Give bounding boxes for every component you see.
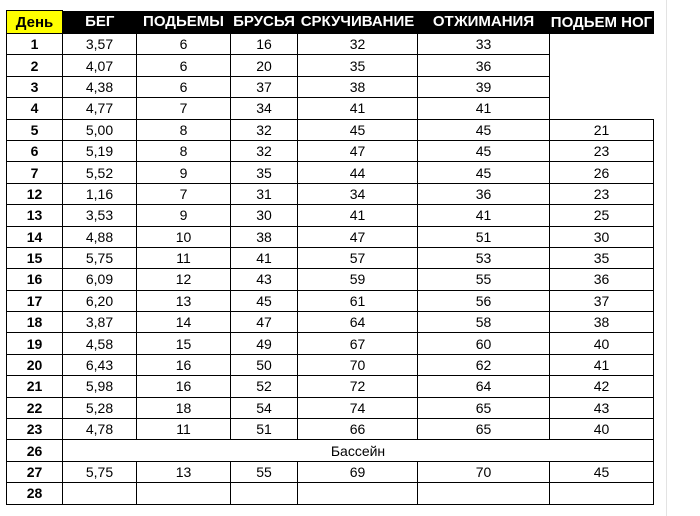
table-row <box>7 312 654 333</box>
cell-day[interactable]: 12 <box>7 183 63 204</box>
cell-pushups[interactable]: 53 <box>418 247 550 268</box>
cell-leg-raises[interactable] <box>550 34 654 55</box>
cell-dips[interactable]: 34 <box>231 98 298 119</box>
cell-pullups[interactable]: 16 <box>137 354 231 375</box>
cell-pullups[interactable] <box>137 483 231 504</box>
cell-dips[interactable]: 55 <box>231 461 298 482</box>
cell-leg-raises[interactable]: 25 <box>550 205 654 226</box>
cell-dips[interactable]: 41 <box>231 247 298 268</box>
sheet-gridline <box>666 0 667 516</box>
cell-leg-raises[interactable]: 42 <box>550 376 654 397</box>
cell-leg-raises[interactable]: 43 <box>550 397 654 418</box>
header-row <box>7 11 654 34</box>
cell-crunches[interactable]: 72 <box>298 376 418 397</box>
pool-row <box>7 440 654 461</box>
cell-run[interactable] <box>63 483 137 504</box>
cell-run[interactable]: 5,75 <box>63 461 137 482</box>
cell-leg-raises[interactable]: 41 <box>550 354 654 375</box>
cell-run[interactable]: 5,52 <box>63 162 137 183</box>
table-row <box>7 140 654 161</box>
cell-pushups[interactable]: 60 <box>418 333 550 354</box>
header-pullups[interactable]: ПОДЬЕМЫ <box>137 11 231 34</box>
cell-crunches[interactable]: 38 <box>298 76 418 97</box>
cell-leg-raises[interactable]: 35 <box>550 247 654 268</box>
cell-day[interactable]: 15 <box>7 247 63 268</box>
cell-day[interactable]: 1 <box>7 34 63 55</box>
cell-pullups[interactable]: 10 <box>137 226 231 247</box>
cell-leg-raises[interactable]: 23 <box>550 140 654 161</box>
cell-run[interactable]: 5,00 <box>63 119 137 140</box>
cell-pushups[interactable]: 64 <box>418 376 550 397</box>
cell-pushups[interactable]: 33 <box>418 34 550 55</box>
cell-day[interactable]: 4 <box>7 98 63 119</box>
cell-crunches[interactable]: 35 <box>298 55 418 76</box>
table-row <box>7 34 654 55</box>
cell-run[interactable]: 3,53 <box>63 205 137 226</box>
cell-leg-raises[interactable]: 37 <box>550 290 654 311</box>
table-row <box>7 55 654 76</box>
cell-run[interactable]: 4,38 <box>63 76 137 97</box>
cell-leg-raises[interactable] <box>550 76 654 97</box>
cell-dips[interactable]: 20 <box>231 55 298 76</box>
cell-leg-raises[interactable]: 21 <box>550 119 654 140</box>
cell-dips[interactable]: 54 <box>231 397 298 418</box>
table-row <box>7 269 654 290</box>
table-row <box>7 76 654 97</box>
cell-pullups[interactable]: 15 <box>137 333 231 354</box>
table-row <box>7 461 654 482</box>
cell-crunches[interactable]: 59 <box>298 269 418 290</box>
cell-day[interactable]: 28 <box>7 483 63 504</box>
cell-pullups[interactable]: 14 <box>137 312 231 333</box>
cell-run[interactable]: 6,09 <box>63 269 137 290</box>
cell-run[interactable]: 1,16 <box>63 183 137 204</box>
cell-leg-raises[interactable]: 40 <box>550 333 654 354</box>
cell-crunches[interactable]: 47 <box>298 140 418 161</box>
cell-pullups[interactable]: 16 <box>137 376 231 397</box>
cell-run[interactable]: 5,98 <box>63 376 137 397</box>
cell-leg-raises[interactable]: 45 <box>550 461 654 482</box>
cell-day[interactable]: 23 <box>7 419 63 440</box>
table-row <box>7 226 654 247</box>
cell-pushups[interactable]: 70 <box>418 461 550 482</box>
cell-leg-raises[interactable] <box>550 55 654 76</box>
cell-leg-raises[interactable]: 23 <box>550 183 654 204</box>
cell-pushups[interactable] <box>418 483 550 504</box>
cell-pushups[interactable]: 41 <box>418 98 550 119</box>
cell-day[interactable]: 14 <box>7 226 63 247</box>
cell-dips[interactable]: 38 <box>231 226 298 247</box>
cell-day[interactable]: 13 <box>7 205 63 226</box>
cell-crunches[interactable] <box>298 483 418 504</box>
table-row <box>7 162 654 183</box>
cell-pullups[interactable]: 18 <box>137 397 231 418</box>
cell-run[interactable]: 6,43 <box>63 354 137 375</box>
cell-day[interactable]: 17 <box>7 290 63 311</box>
cell-day[interactable]: 6 <box>7 140 63 161</box>
table-row <box>7 397 654 418</box>
cell-pushups[interactable]: 51 <box>418 226 550 247</box>
cell-pullups[interactable]: 6 <box>137 76 231 97</box>
cell-crunches[interactable]: 41 <box>298 98 418 119</box>
cell-crunches[interactable]: 74 <box>298 397 418 418</box>
table-row <box>7 247 654 268</box>
cell-dips[interactable]: 16 <box>231 34 298 55</box>
table-row <box>7 419 654 440</box>
cell-pullups[interactable]: 13 <box>137 461 231 482</box>
table-row <box>7 333 654 354</box>
header-run[interactable]: БЕГ <box>63 11 137 34</box>
table-row <box>7 483 654 504</box>
cell-run[interactable]: 5,19 <box>63 140 137 161</box>
cell-pushups[interactable]: 36 <box>418 183 550 204</box>
pool-note[interactable]: Бассейн <box>63 440 654 461</box>
cell-dips[interactable]: 50 <box>231 354 298 375</box>
cell-dips[interactable]: 52 <box>231 376 298 397</box>
cell-crunches[interactable]: 47 <box>298 226 418 247</box>
table-row <box>7 376 654 397</box>
cell-day[interactable]: 3 <box>7 76 63 97</box>
cell-pushups[interactable]: 62 <box>418 354 550 375</box>
cell-dips[interactable]: 30 <box>231 205 298 226</box>
cell-dips[interactable]: 31 <box>231 183 298 204</box>
cell-pullups[interactable]: 7 <box>137 98 231 119</box>
cell-dips[interactable]: 47 <box>231 312 298 333</box>
table-row <box>7 354 654 375</box>
cell-day[interactable]: 16 <box>7 269 63 290</box>
cell-pushups[interactable]: 56 <box>418 290 550 311</box>
cell-day[interactable]: 2 <box>7 55 63 76</box>
cell-leg-raises[interactable]: 40 <box>550 419 654 440</box>
workout-table <box>6 10 654 505</box>
cell-leg-raises[interactable] <box>550 483 654 504</box>
cell-pullups[interactable]: 8 <box>137 140 231 161</box>
cell-day[interactable]: 7 <box>7 162 63 183</box>
header-dips[interactable]: БРУСЬЯ <box>231 11 298 34</box>
cell-day[interactable]: 20 <box>7 354 63 375</box>
cell-crunches[interactable]: 41 <box>298 205 418 226</box>
cell-leg-raises[interactable]: 30 <box>550 226 654 247</box>
cell-dips[interactable]: 35 <box>231 162 298 183</box>
cell-pullups[interactable]: 8 <box>137 119 231 140</box>
cell-day[interactable]: 5 <box>7 119 63 140</box>
cell-pushups[interactable]: 45 <box>418 162 550 183</box>
cell-day[interactable]: 19 <box>7 333 63 354</box>
cell-crunches[interactable]: 70 <box>298 354 418 375</box>
table-row <box>7 290 654 311</box>
cell-crunches[interactable]: 69 <box>298 461 418 482</box>
cell-run[interactable]: 4,58 <box>63 333 137 354</box>
cell-pushups[interactable]: 45 <box>418 140 550 161</box>
cell-run[interactable]: 6,20 <box>63 290 137 311</box>
cell-pullups[interactable]: 11 <box>137 247 231 268</box>
cell-run[interactable]: 4,07 <box>63 55 137 76</box>
cell-pullups[interactable]: 11 <box>137 419 231 440</box>
cell-dips[interactable]: 43 <box>231 269 298 290</box>
cell-crunches[interactable]: 66 <box>298 419 418 440</box>
cell-leg-raises[interactable]: 38 <box>550 312 654 333</box>
cell-pullups[interactable]: 9 <box>137 162 231 183</box>
table-row <box>7 119 654 140</box>
cell-day[interactable]: 22 <box>7 397 63 418</box>
header-crunches[interactable]: СРКУЧИВАНИЕ <box>298 11 418 34</box>
cell-leg-raises[interactable]: 26 <box>550 162 654 183</box>
cell-run[interactable]: 3,87 <box>63 312 137 333</box>
cell-crunches[interactable]: 64 <box>298 312 418 333</box>
cell-dips[interactable]: 37 <box>231 76 298 97</box>
cell-day[interactable]: 18 <box>7 312 63 333</box>
cell-day[interactable]: 21 <box>7 376 63 397</box>
table-row <box>7 205 654 226</box>
cell-dips[interactable]: 51 <box>231 419 298 440</box>
cell-pushups[interactable]: 55 <box>418 269 550 290</box>
cell-crunches[interactable]: 57 <box>298 247 418 268</box>
cell-pushups[interactable]: 65 <box>418 397 550 418</box>
table-row <box>7 98 654 119</box>
cell-crunches[interactable]: 32 <box>298 34 418 55</box>
cell-run[interactable]: 3,57 <box>63 34 137 55</box>
cell-run[interactable]: 5,28 <box>63 397 137 418</box>
table-row <box>7 183 654 204</box>
cell-pullups[interactable]: 6 <box>137 34 231 55</box>
cell-crunches[interactable]: 44 <box>298 162 418 183</box>
cell-run[interactable]: 4,88 <box>63 226 137 247</box>
cell-pushups[interactable]: 45 <box>418 119 550 140</box>
cell-crunches[interactable]: 61 <box>298 290 418 311</box>
cell-day[interactable]: 27 <box>7 461 63 482</box>
cell-run[interactable]: 4,77 <box>63 98 137 119</box>
cell-dips[interactable]: 49 <box>231 333 298 354</box>
header-pushups[interactable]: ОТЖИМАНИЯ <box>418 11 550 34</box>
cell-run[interactable]: 4,78 <box>63 419 137 440</box>
cell-dips[interactable] <box>231 483 298 504</box>
cell-pullups[interactable]: 6 <box>137 55 231 76</box>
cell-pullups[interactable]: 12 <box>137 269 231 290</box>
cell-pullups[interactable]: 7 <box>137 183 231 204</box>
header-day[interactable]: День <box>7 11 63 34</box>
cell-pushups[interactable]: 41 <box>418 205 550 226</box>
cell-crunches[interactable]: 45 <box>298 119 418 140</box>
cell-pushups[interactable]: 65 <box>418 419 550 440</box>
cell-dips[interactable]: 32 <box>231 119 298 140</box>
cell-pushups[interactable]: 36 <box>418 55 550 76</box>
header-leg-raises[interactable]: ПОДЬЕМ НОГ <box>550 11 654 34</box>
cell-dips[interactable]: 32 <box>231 140 298 161</box>
cell-crunches[interactable]: 34 <box>298 183 418 204</box>
cell-pushups[interactable]: 58 <box>418 312 550 333</box>
cell-dips[interactable]: 45 <box>231 290 298 311</box>
cell-pullups[interactable]: 9 <box>137 205 231 226</box>
cell-pushups[interactable]: 39 <box>418 76 550 97</box>
cell-leg-raises[interactable] <box>550 98 654 119</box>
cell-day[interactable]: 26 <box>7 440 63 461</box>
cell-crunches[interactable]: 67 <box>298 333 418 354</box>
cell-run[interactable]: 5,75 <box>63 247 137 268</box>
cell-pullups[interactable]: 13 <box>137 290 231 311</box>
cell-leg-raises[interactable]: 36 <box>550 269 654 290</box>
